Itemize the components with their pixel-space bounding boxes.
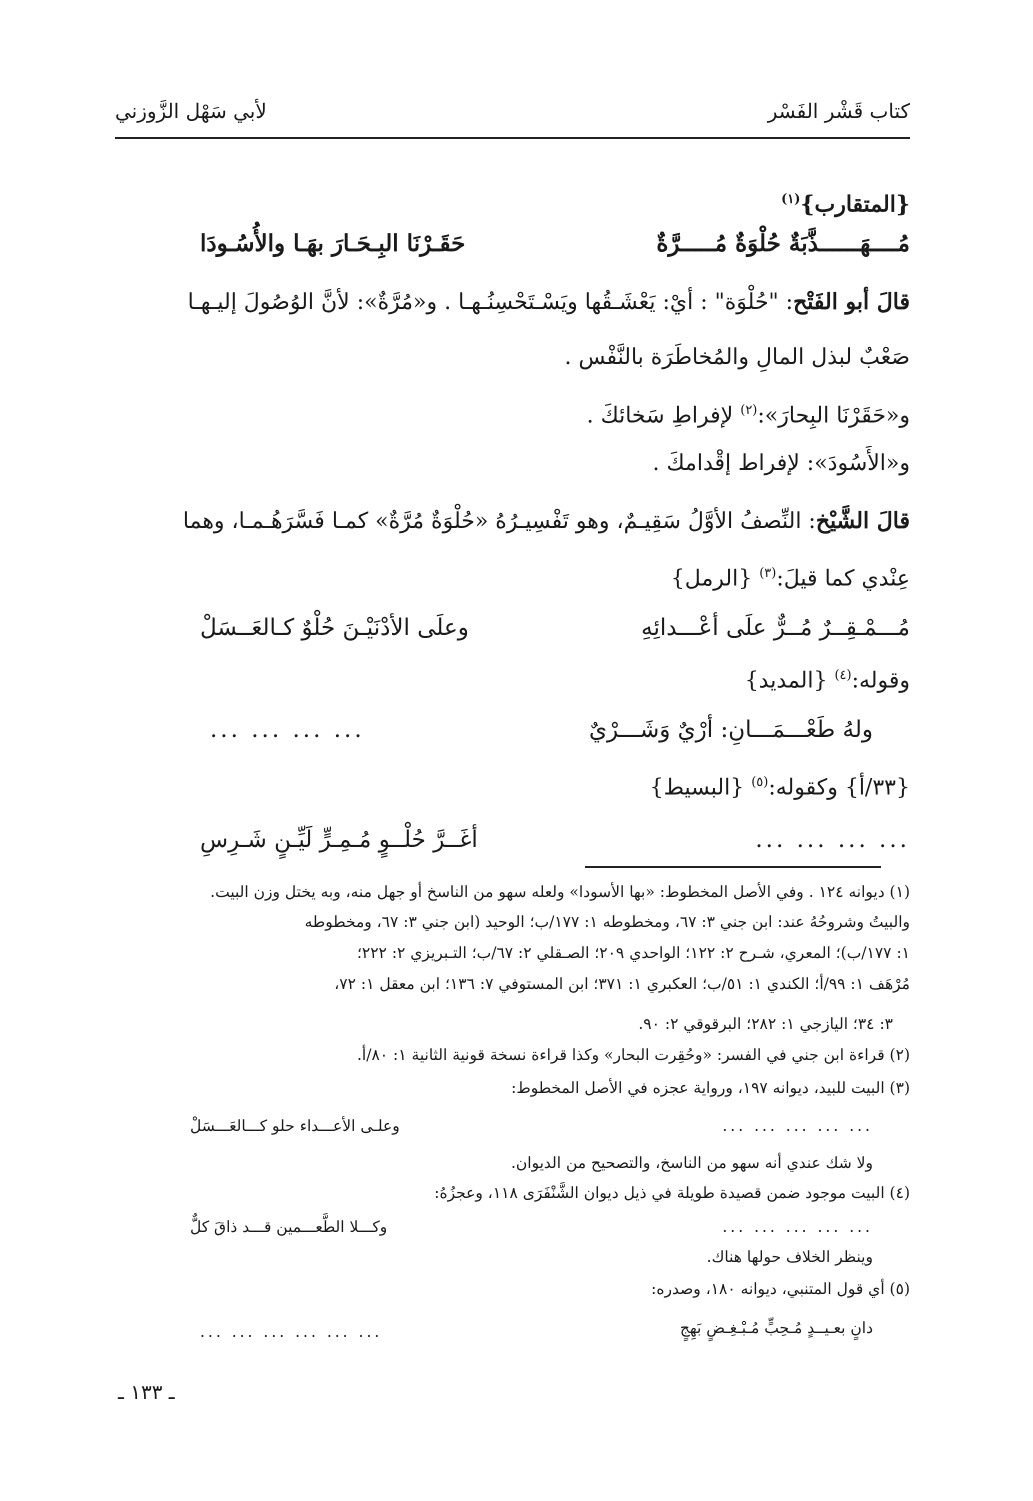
paragraph-line: صَعْبٌ لبذل المالِ والمُخاطَرَة بالنَّفْس . [564,345,910,370]
footnote-4-verse: وكـــلا الطَّعـــمين قـــد ذاقَ كلٌّ [190,1218,388,1236]
paragraph-line: {٣٣/أ} وكقوله:$^{(٥)}$ {البسيط} [649,775,910,801]
footnote-1-line: والبيتُ وشروحُهُ عند: ابن جني ٣: ٦٧، ومخطوطه ١: ١٧٧/ب؛ الوحيد (ابن جني ٣: ٦٧، ومخطوطه [304,913,910,931]
paragraph-line: و«الأَسُودَ»: لإفراط إقْدامكَ . [652,451,910,476]
footnote-1-line: مُرْهَف ١: ٩٩/أ؛ الكندي ١: ٥١/ب؛ العكبري ١: ٣٧١؛ ابن المستوفي ٧: ١٣٦؛ ابن معقل ١: ٧٢، [334,975,910,993]
footnote-5-verse: دانٍ بعـيــدٍ مُـحِبٍّ مُـبْـغِـضٍ بَهِجٍ [679,1319,873,1337]
author-name: لأبي سَهْل الزَّوزني [115,99,267,123]
verse-2-first-hemistich: مُـــمْـقِــرٌ مُــرٌّ علَى أعْـــدائِهِ [641,615,910,641]
footnote-3-tail: ولا شك عندي أنه سهو من الناسخ، والتصحيح من الديوان. [510,1154,873,1172]
running-header [115,95,910,135]
header-rule [115,137,910,139]
footnote-rule [585,866,881,868]
paragraph-al-shaykh: قالَ الشَّيْخ: النِّصفُ الأوَّلُ سَقِيـمٌ، وهو تَفْسِيـرُهُ «حُلْوَةٌ مُرَّةٌ» كمـا فَسَّرَهُـمـا، وهما [182,508,910,534]
footnote-5-ellipsis: ... ... ... ... ... ... [200,1323,383,1341]
footnote-3: (٣) البيت للبيد، ديوانه ١٩٧، ورواية عجزه في الأصل المخطوط: [511,1079,910,1097]
footnote-4-ellipsis: ... ... ... ... ... [722,1218,873,1236]
footnote-3-verse: وعلـى الأعـــداء حلو كـــالعَـــسَلْ [190,1117,400,1135]
verse-1-second-hemistich: حَقَـرْنَا البِـحَـارَ بهَـا والأُسُـودَا [200,230,466,257]
paragraph-line: وقوله:$^{(٤)}$ {المديد} [744,668,910,694]
meter-label-1: {المتقارب}$^{(١)}$ [781,191,910,218]
footnote-4-tail: وينظر الخلاف حولها هناك. [706,1248,873,1266]
footnote-1-line: ١: ١٧٧/ب)؛ المعري، شـرح ٢: ١٢٢؛ الواحدي ٢٠٩؛ الصـقلي ٢: ٦٧/ب؛ التـبريزي ٢: ٢٢٢؛ [356,944,910,962]
footnote-4: (٤) البيت موجود ضمن قصيدة طويلة في ذيل ديوان الشَّنْفَرَى ١١٨، وعجزُهُ: [434,1184,910,1202]
verse-4-second-hemistich: أغَــرَّ حُلْــوٍ مُـمِـرٍّ لَيِّـنٍ شَـرِسِ [200,827,478,853]
paragraph-abu-al-fath: قالَ أبو الفَتْح: "حُلْوَة" : أيْ: يَعْشَـقُها ويَسْـتَحْسِنُـهـا . و«مُرَّةٌ»: لأنَّ الوُصُولَ إليـهـا [187,289,910,315]
verse-1-first-hemistich: مُــــهَــــــذَّبَةٌ حُلْوَةٌ مُـــــرَّةٌ [656,230,910,257]
page-number: ـ ١٣٣ ـ [118,1380,175,1404]
footnote-1: (١) ديوانه ١٢٤ . وفي الأصل المخطوط: «بها الأسودا» ولعله سهو من الناسخ أو جهل منه، وبه يختل وزن البيت. [210,883,910,901]
footnote-2: (٢) قراءة ابن جني في الفسر: «وحُقِرت البحار» وكذا قراءة نسخة قونية الثانية ١: ٨٠/أ. [357,1046,910,1064]
paragraph-line: و«حَقَرْنَا البِحارَ»:$^{(٢)}$ لإفراطِ سَخائكَ . [586,403,910,429]
footnote-5: (٥) أي قول المتنبي، ديوانه ١٨٠، وصدره: [651,1280,910,1298]
verse-4-ellipsis: ... ... ... ... [755,827,910,853]
verse-3-first-hemistich: ولهُ طَعْـــمَـــانِ: أرْيٌ وَشَـــرْيٌ [589,717,873,743]
verse-3-ellipsis: ... ... ... ... [210,717,365,743]
book-title: كتاب قَشْر الفَسْر [767,99,910,123]
footnote-1-line: ٣: ٣٤؛ اليازجي ١: ٢٨٢؛ البرقوقي ٢: ٩٠. [638,1015,893,1033]
paragraph-line: عِنْدي كما قيلَ:$^{(٣)}$ {الرمل} [670,566,910,592]
verse-2-second-hemistich: وعلَى الأدْنَيْـنَ حُلْوٌ كـالعَــسَلْ [200,615,469,641]
footnote-3-ellipsis: ... ... ... ... ... [722,1117,873,1135]
